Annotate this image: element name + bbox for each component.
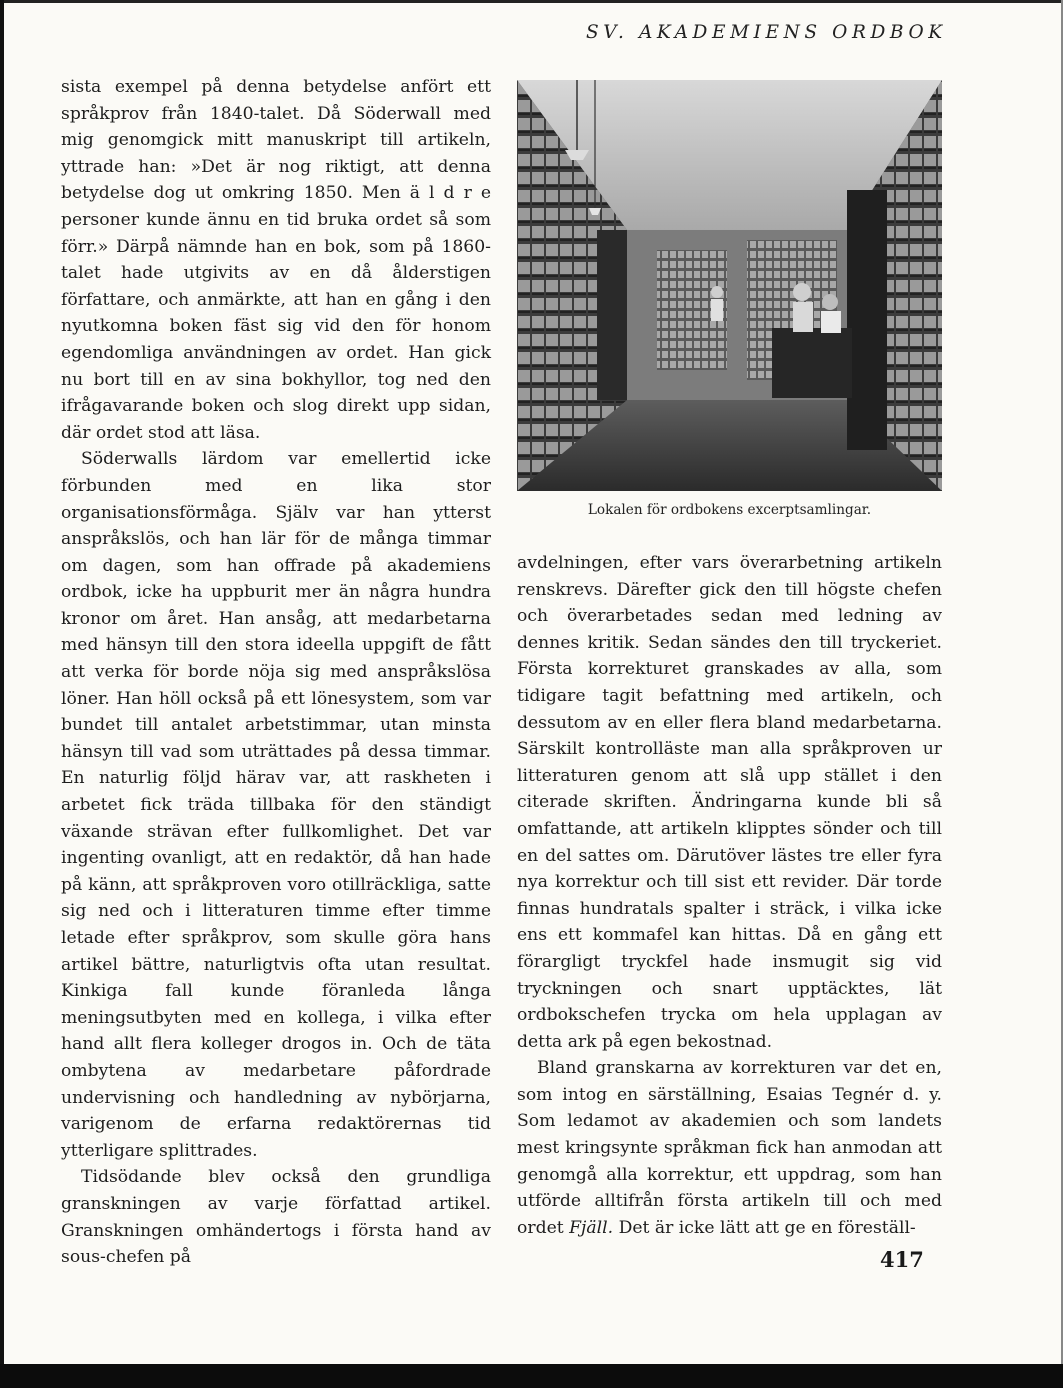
person-far-head	[711, 286, 723, 298]
paragraph-text: Bland granskarna av korrekturen var det en, som intog en särställning, Esaias Tegnér d. y. Som ledamot av akademien och som landets mest kringsynte språkman fick han anmodan att genomgå alla korrektur, ett uppdrag, som han utförde alltifrån första artikeln till och med ordet	[517, 1058, 942, 1238]
person-head-2	[822, 294, 838, 310]
paragraph-text-end: Det är icke lätt att ge en föreställ-	[618, 1217, 916, 1238]
scan-edge-bottom	[0, 1364, 1063, 1388]
scan-edge-left	[0, 0, 4, 1388]
person-body	[793, 302, 813, 332]
paragraph: sista exempel på denna betydelse anfört ett språkprov från 1840-talet. Då Söderwall med mig genomgick mitt manuskript till artikeln, yttrade han: »Det är nog riktigt, att denna betydelse dog ut omkring 1850. Men ä l d r e personer kunde ännu en tid bruka ordet så som förr.» Därpå nämnde han en bok, som på 1860-talet hade utgivits av en då ålderstigen författare, och anmärkte, att han en gång i den nyutkomna boken fäst sig vid den för honom egendomliga användningen av ordet. Han gick nu bort till en av sina bokhyllor, tog ned den ifrågavarande boken och slog direkt upp sidan, där ordet stod att läsa.	[61, 77, 491, 443]
person-far-body	[711, 299, 723, 321]
right-column	[517, 550, 942, 1241]
person-head	[793, 283, 811, 301]
scan-edge-top	[0, 0, 1063, 3]
desk	[772, 328, 852, 398]
left-column	[61, 74, 491, 1271]
page-number: 417	[880, 1247, 924, 1272]
figure-caption: Lokalen för ordbokens excerptsamlingar.	[587, 502, 872, 518]
person-body-2	[821, 311, 841, 333]
paragraph: Tidsödande blev också den grundliga granskningen av varje författad artikel. Granskningen omhändertogs i första hand av sous-chefen på	[61, 1167, 491, 1268]
right-shelf-end	[847, 190, 887, 450]
shelf-end	[597, 230, 627, 400]
paragraph: Söderwalls lärdom var emellertid icke förbunden med en lika stor organisationsförmåga. Själv var han ytterst anspråkslös, och han lär för de många timmar om dagen, som han offrade på akademiens ordbok, icke ha uppburit mer än några hundra kronor om året. Han ansåg, att medarbetarna med hänsyn till den stora ideella uppgift de fått att verka för borde nöja sig med anspråkslösa löner. Han höll också på ett lönesystem, som var bundet till antalet arbetstimmar, utan minsta hänsyn till vad som uträttades på dessa timmar. En naturlig följd härav var, att raskheten i arbetet fick träda tillbaka för den ständigt växande strävan efter fullkomlighet. Det var ingenting ovanligt, att en redaktör, då han hade på känn, att språkproven voro otillräckliga, satte sig ned och i litteraturen timme efter timme letade efter språkprov, som skulle göra hans artikel bättre, naturligtvis ofta utan resultat. Kinkiga fall kunde föranleda långa meningsutbyten med en kollega, i vilka efter hand allt flera kolleger drogos in. Och de täta ombytena av medarbetare påfordrade undervisning och handledning av nybörjarna, varigenom de erfarna redaktörernas tid ytterligare splittrades.	[61, 449, 491, 1161]
italic-word: Fjäll.	[569, 1217, 614, 1238]
running-head: SV. AKADEMIENS ORDBOK	[586, 22, 947, 43]
paragraph	[517, 1055, 942, 1241]
paragraph: avdelningen, efter vars överarbetning artikeln renskrevs. Därefter gick den till högste chefen och överarbetades sedan med ledning av dennes kritik. Sedan sändes den till tryckeriet. Första korrekturet granskades av alla, som tidigare tagit befattning med artikeln, och dessutom av en eller flera bland medarbetarna. Särskilt kontrolläste man alla språkproven ur litteraturen genom att slå upp stället i den citerade skriften. Ändringarna kunde bli så omfattande, att artikeln klipptes sönder och till en del sattes om. Därutöver lästes tre eller fyra nya korrektur och till sist ett revider. Där torde finnas hundratals spalter i sträck, i vilka icke ens ett kommafel kan hittas. Då en gång ett förargligt tryckfel hade insmugit sig vid tryckningen och snart upptäcktes, lät ordbokschefen trycka om hela upplagan av detta ark på egen bekostnad.	[517, 553, 942, 1052]
library-photo	[517, 80, 942, 491]
archive-room-illustration	[517, 80, 942, 491]
